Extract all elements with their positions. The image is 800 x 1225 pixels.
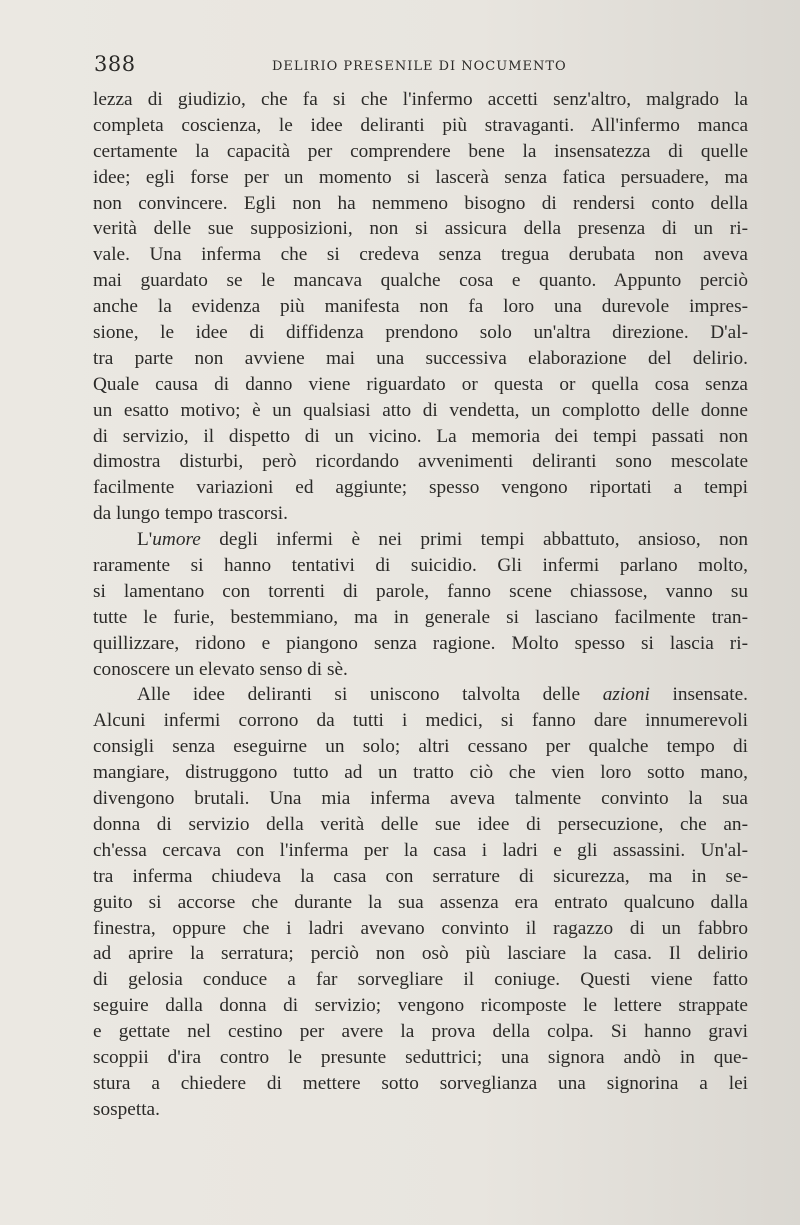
text-line: [93, 967, 748, 993]
line-text: tra parte non avviene mai una successiva elaborazione del delirio.: [93, 347, 748, 369]
line-text: di gelosia conduce a far sorvegliare il coniuge. Questi viene fatto: [93, 969, 748, 991]
line-prefix: Alle idee deliranti si uniscono talvolta delle: [137, 684, 603, 706]
text-line: [93, 216, 748, 242]
line-text: stura a chiedere di mettere sotto sorveglianza una signorina a lei: [93, 1072, 748, 1094]
line-text: da lungo tempo trascorsi.: [93, 503, 288, 525]
emphasized-term: azioni: [602, 684, 650, 706]
line-text: tutte le furie, bestemmiano, ma in generale si lasciano facilmente tran-: [93, 606, 748, 628]
line-text: dimostra disturbi, però ricordando avvenimenti deliranti sono mescolate: [93, 451, 748, 473]
line-text: certamente la capacità per comprendere bene la insensatezza di quelle: [93, 140, 748, 162]
body-text: [93, 87, 748, 1123]
text-line: [93, 916, 748, 942]
line-text: Alcuni infermi corrono da tutti i medici, si fanno dare innumerevoli: [93, 710, 748, 732]
line-text: donna di servizio della verità delle sue idee di persecuzione, che an-: [93, 813, 748, 835]
text-line: [93, 113, 748, 139]
text-line: [93, 294, 748, 320]
text-line: [93, 139, 748, 165]
line-text: degli infermi è nei primi tempi abbattuto, ansioso, non: [200, 529, 748, 551]
text-line: [93, 475, 748, 501]
text-line: [93, 682, 748, 708]
text-line: [93, 890, 748, 916]
line-text: mangiare, distruggono tutto ad un tratto ciò che vien loro sotto mano,: [93, 762, 748, 784]
text-line: [93, 812, 748, 838]
text-line: [93, 708, 748, 734]
text-line: [93, 760, 748, 786]
line-text: scoppii d'ira contro le presunte seduttrici; una signora andò in que-: [93, 1046, 748, 1068]
line-text: si lamentano con torrenti di parole, fanno scene chiassose, vanno su: [93, 580, 748, 602]
line-text: sospetta.: [93, 1098, 160, 1120]
text-line: [93, 527, 748, 553]
running-title: DELIRIO PRESENILE DI NOCUMENTO: [272, 59, 567, 74]
text-line: [93, 320, 748, 346]
text-line: [93, 501, 748, 527]
text-line: [93, 346, 748, 372]
line-text: insensate.: [649, 684, 748, 706]
page-number: 388: [94, 52, 136, 76]
line-text: lezza di giudizio, che fa si che l'infermo accetti senz'altro, malgrado la: [93, 89, 748, 110]
text-line: [93, 191, 748, 217]
text-line: [93, 424, 748, 450]
line-text: guito si accorse che durante la sua assenza era entrato qualcuno dalla: [93, 891, 748, 913]
line-text: quillizzare, ridono e piangono senza ragione. Molto spesso si lascia ri-: [93, 632, 748, 654]
text-line: [93, 242, 748, 268]
text-line: [93, 864, 748, 890]
line-text: e gettate nel cestino per avere la prova della colpa. Si hanno gravi: [93, 1021, 748, 1043]
emphasized-term: umore: [152, 529, 201, 551]
line-text: facilmente variazioni ed aggiunte; spesso vengono riportati a tempi: [93, 477, 748, 499]
line-text: non convincere. Egli non ha nemmeno bisogno di rendersi conto della: [93, 192, 748, 214]
text-line: [93, 449, 748, 475]
text-line: [93, 838, 748, 864]
text-line: [93, 372, 748, 398]
line-prefix: L': [137, 529, 153, 551]
text-line: [93, 734, 748, 760]
line-text: un esatto motivo; è un qualsiasi atto di vendetta, un complotto delle donne: [93, 399, 748, 421]
line-text: tra inferma chiudeva la casa con serrature di sicurezza, ma in se-: [93, 865, 748, 887]
text-line: [93, 579, 748, 605]
page-header: [94, 52, 746, 80]
line-text: verità delle sue supposizioni, non si assicura della presenza di un ri-: [93, 218, 748, 240]
line-text: Quale causa di danno viene riguardato or questa or quella cosa senza: [93, 373, 748, 395]
text-line: [93, 87, 748, 113]
text-line: [93, 398, 748, 424]
line-text: finestra, oppure che i ladri avevano convinto il ragazzo di un fabbro: [93, 917, 748, 939]
text-line: [93, 165, 748, 191]
text-line: [93, 993, 748, 1019]
text-line: [93, 786, 748, 812]
text-line: [93, 605, 748, 631]
line-text: anche la evidenza più manifesta non fa loro una durevole impres-: [93, 296, 748, 318]
text-line: [93, 1071, 748, 1097]
line-text: mai guardato se le mancava qualche cosa e quanto. Appunto perciò: [93, 270, 748, 292]
line-text: conoscere un elevato senso di sè.: [93, 658, 348, 680]
text-line: [93, 657, 748, 683]
line-text: raramente si hanno tentativi di suicidio. Gli infermi parlano molto,: [93, 555, 748, 577]
line-text: completa coscienza, le idee deliranti più stravaganti. All'infermo manca: [93, 114, 748, 136]
line-text: seguire dalla donna di servizio; vengono ricomposte le lettere strappate: [93, 995, 748, 1017]
text-line: [93, 553, 748, 579]
line-text: vale. Una inferma che si credeva senza tregua derubata non aveva: [93, 244, 748, 266]
line-text: consigli senza eseguirne un solo; altri cessano per qualche tempo di: [93, 736, 748, 758]
text-line: [93, 941, 748, 967]
text-line: [93, 1019, 748, 1045]
text-line: [93, 268, 748, 294]
line-text: ch'essa cercava con l'inferma per la casa i ladri e gli assassini. Un'al-: [93, 839, 748, 861]
text-line: [93, 631, 748, 657]
text-line: [93, 1045, 748, 1071]
text-line: [93, 1097, 748, 1123]
line-text: di servizio, il dispetto di un vicino. La memoria dei tempi passati non: [93, 425, 748, 447]
line-text: idee; egli forse per un momento si lascerà senza fatica persuadere, ma: [93, 166, 748, 188]
line-text: sione, le idee di diffidenza prendono solo un'altra direzione. D'al-: [93, 322, 748, 344]
line-text: divengono brutali. Una mia inferma aveva talmente convinto la sua: [93, 788, 748, 810]
line-text: ad aprire la serratura; perciò non osò più lasciare la casa. Il delirio: [93, 943, 748, 965]
